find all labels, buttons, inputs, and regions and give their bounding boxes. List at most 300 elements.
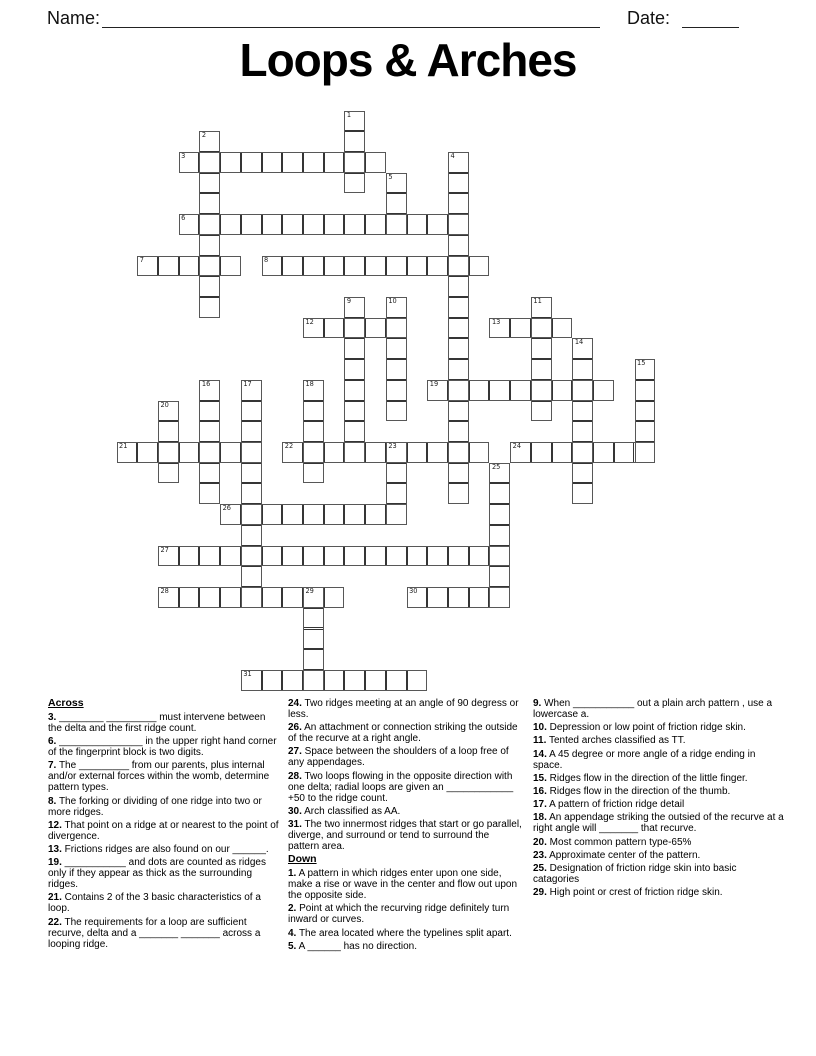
grid-cell[interactable]	[303, 670, 324, 691]
grid-cell[interactable]	[324, 214, 345, 235]
cell-number: 10	[388, 296, 397, 305]
grid-cell[interactable]	[303, 649, 324, 670]
grid-cell[interactable]	[386, 193, 407, 214]
clue-number: 16.	[533, 785, 547, 797]
grid-cell[interactable]	[635, 401, 656, 422]
grid-cell[interactable]	[179, 152, 200, 173]
grid-cell[interactable]	[199, 546, 220, 567]
clue-item	[533, 837, 785, 848]
cell-number: 9	[346, 296, 352, 305]
grid-cell[interactable]	[199, 297, 220, 318]
grid-cell[interactable]	[469, 442, 490, 463]
clue-number: 22.	[48, 916, 62, 928]
grid-cell[interactable]	[303, 318, 324, 339]
grid-cell[interactable]	[386, 546, 407, 567]
cell-number: 13	[491, 317, 501, 326]
grid-cell[interactable]	[220, 152, 241, 173]
grid-cell[interactable]	[241, 504, 262, 525]
clue-text: Two loops flowing in the opposite direction with one delta; radial loops are given an ____________ +50 to the ridge count.	[288, 770, 514, 804]
grid-cell[interactable]	[489, 566, 510, 587]
clue-number: 5.	[288, 940, 297, 952]
grid-cell[interactable]	[531, 338, 552, 359]
grid-cell[interactable]	[386, 483, 407, 504]
grid-cell[interactable]	[386, 463, 407, 484]
clue-number: 31.	[288, 818, 302, 830]
clue-text: ________ _________ must intervene between the delta and the first ridge count.	[48, 712, 266, 734]
grid-cell[interactable]	[262, 504, 283, 525]
clue-number: 27.	[288, 746, 302, 758]
cell-number: 1	[346, 110, 352, 119]
clue-item	[288, 771, 522, 804]
puzzle-title: Loops & Arches	[239, 34, 577, 86]
grid-cell[interactable]	[220, 546, 241, 567]
clue-text: Contains 2 of the 3 basic characteristics of a loop.	[48, 892, 261, 915]
clue-number: 14.	[533, 748, 547, 760]
clue-number: 10.	[533, 722, 547, 734]
grid-cell[interactable]	[282, 152, 303, 173]
grid-cell[interactable]	[448, 463, 469, 484]
grid-cell[interactable]	[344, 111, 365, 132]
grid-cell[interactable]	[179, 587, 200, 608]
grid-cell[interactable]	[324, 152, 345, 173]
grid-cell[interactable]	[303, 608, 324, 629]
grid-cell[interactable]	[220, 504, 241, 525]
cell-number: 29	[305, 587, 314, 596]
clue-text: Depression or low point of friction ridge skin.	[546, 722, 746, 734]
grid-cell[interactable]	[448, 318, 469, 339]
grid-cell[interactable]	[282, 214, 303, 235]
grid-cell[interactable]	[489, 380, 510, 401]
grid-cell[interactable]	[262, 670, 283, 691]
grid-cell[interactable]	[241, 587, 262, 608]
clue-text: The two innermost ridges that start or go parallel, diverge, and surround or tend to surround the pattern area.	[288, 818, 522, 852]
clue-number: 6.	[48, 736, 57, 748]
clue-item	[48, 820, 280, 842]
grid-cell[interactable]	[241, 566, 262, 587]
clue-text: Frictions ridges are also found on our ______.	[61, 843, 269, 855]
grid-cell[interactable]	[365, 504, 386, 525]
grid-cell[interactable]	[241, 546, 262, 567]
grid-cell[interactable]	[614, 442, 635, 463]
clue-item	[48, 857, 280, 890]
grid-cell[interactable]	[510, 442, 531, 463]
down-header: Down	[288, 853, 317, 866]
grid-cell[interactable]	[262, 256, 283, 277]
cell-number: 2	[201, 131, 207, 140]
grid-cell[interactable]	[199, 235, 220, 256]
clue-text: ___________ and dots are counted as ridges only if they appear as thick as the surrounding ridges.	[48, 857, 266, 891]
grid-cell[interactable]	[448, 338, 469, 359]
grid-cell[interactable]	[158, 463, 179, 484]
clue-item	[533, 812, 785, 834]
grid-cell[interactable]	[448, 214, 469, 235]
grid-cell[interactable]	[489, 504, 510, 525]
grid-cell[interactable]	[427, 587, 448, 608]
clue-text: Most common pattern type-65%	[546, 836, 692, 848]
grid-cell[interactable]	[303, 380, 324, 401]
grid-cell[interactable]	[427, 380, 448, 401]
date-label: Date:	[627, 8, 671, 28]
clue-number: 24.	[288, 698, 302, 709]
grid-cell[interactable]	[179, 442, 200, 463]
grid-cell[interactable]	[241, 483, 262, 504]
grid-cell[interactable]	[199, 193, 220, 214]
clue-item	[48, 796, 280, 818]
clue-number: 21.	[48, 892, 62, 904]
cell-number: 26	[222, 504, 231, 513]
grid-cell[interactable]	[407, 670, 428, 691]
grid-cell[interactable]	[220, 587, 241, 608]
grid-cell[interactable]	[386, 214, 407, 235]
grid-cell[interactable]	[344, 359, 365, 380]
cell-number: 30	[409, 587, 418, 596]
grid-cell[interactable]	[469, 546, 490, 567]
grid-cell[interactable]	[386, 359, 407, 380]
grid-cell[interactable]	[344, 442, 365, 463]
grid-cell[interactable]	[344, 401, 365, 422]
grid-cell[interactable]	[531, 318, 552, 339]
grid-cell[interactable]	[303, 214, 324, 235]
clue-item	[288, 722, 522, 744]
grid-cell[interactable]	[220, 214, 241, 235]
grid-cell[interactable]	[199, 587, 220, 608]
grid-cell[interactable]	[469, 380, 490, 401]
grid-cell[interactable]	[344, 173, 365, 194]
grid-cell[interactable]	[262, 214, 283, 235]
grid-cell[interactable]	[199, 152, 220, 173]
grid-cell[interactable]	[572, 483, 593, 504]
grid-cell[interactable]	[199, 463, 220, 484]
clue-item	[288, 941, 522, 952]
clue-item	[288, 819, 522, 852]
clue-text: Tented arches classified as TT.	[546, 735, 686, 747]
grid-cell[interactable]	[282, 256, 303, 277]
grid-cell[interactable]	[303, 587, 324, 608]
clue-item	[288, 806, 522, 817]
grid-cell[interactable]	[448, 421, 469, 442]
grid-cell[interactable]	[448, 380, 469, 401]
grid-cell[interactable]	[282, 442, 303, 463]
grid-cell[interactable]	[448, 152, 469, 173]
grid-cell[interactable]	[241, 152, 262, 173]
clue-item	[533, 698, 785, 720]
clue-number: 30.	[288, 805, 302, 817]
grid-cell[interactable]	[241, 463, 262, 484]
grid-cell[interactable]	[282, 670, 303, 691]
grid-cell[interactable]	[158, 546, 179, 567]
grid-cell[interactable]	[262, 152, 283, 173]
grid-cell[interactable]	[531, 401, 552, 422]
grid-cell[interactable]	[448, 276, 469, 297]
grid-cell[interactable]	[469, 256, 490, 277]
grid-cell[interactable]	[344, 504, 365, 525]
grid-cell[interactable]	[448, 173, 469, 194]
grid-cell[interactable]	[344, 670, 365, 691]
clue-text: A pattern in which ridges enter upon one side, make a rise or wave in the center and flow out upon the opposite side.	[288, 868, 518, 902]
grid-cell[interactable]	[365, 546, 386, 567]
grid-cell[interactable]	[448, 193, 469, 214]
grid-cell[interactable]	[448, 546, 469, 567]
grid-cell[interactable]	[386, 504, 407, 525]
grid-cell[interactable]	[365, 670, 386, 691]
across-header: Across	[48, 697, 84, 709]
grid-cell[interactable]	[344, 338, 365, 359]
clue-number: 12.	[48, 819, 62, 831]
grid-cell[interactable]	[220, 442, 241, 463]
grid-cell[interactable]	[199, 214, 220, 235]
clue-item	[533, 735, 785, 746]
grid-cell[interactable]	[427, 546, 448, 567]
grid-cell[interactable]	[117, 442, 138, 463]
clue-column-right	[533, 698, 785, 900]
grid-cell[interactable]	[407, 546, 428, 567]
grid-cell[interactable]	[344, 256, 365, 277]
grid-cell[interactable]	[199, 131, 220, 152]
grid-cell[interactable]	[489, 483, 510, 504]
across-clues-list-continued	[288, 698, 522, 852]
cell-number: 23	[388, 442, 397, 451]
grid-cell[interactable]	[448, 256, 469, 277]
clue-number: 9.	[533, 698, 542, 709]
grid-cell[interactable]	[158, 401, 179, 422]
grid-cell[interactable]	[199, 442, 220, 463]
grid-cell[interactable]	[448, 235, 469, 256]
grid-cell[interactable]	[344, 318, 365, 339]
grid-cell[interactable]	[344, 214, 365, 235]
clue-text: The _________ from our parents, plus internal and/or external forces within the womb, determine pattern types.	[48, 760, 270, 794]
grid-cell[interactable]	[365, 214, 386, 235]
grid-cell[interactable]	[241, 401, 262, 422]
grid-cell[interactable]	[635, 359, 656, 380]
cell-number: 21	[119, 442, 128, 451]
grid-cell[interactable]	[448, 442, 469, 463]
grid-cell[interactable]	[158, 421, 179, 442]
grid-cell[interactable]	[469, 587, 490, 608]
grid-cell[interactable]	[344, 297, 365, 318]
clue-text: That point on a ridge at or nearest to the point of divergence.	[48, 819, 279, 842]
grid-cell[interactable]	[344, 152, 365, 173]
grid-cell[interactable]	[386, 297, 407, 318]
grid-cell[interactable]	[220, 256, 241, 277]
cell-number: 20	[160, 400, 169, 409]
grid-cell[interactable]	[635, 380, 656, 401]
grid-cell[interactable]	[344, 421, 365, 442]
clue-item	[533, 850, 785, 861]
grid-cell[interactable]	[407, 587, 428, 608]
clue-item	[48, 892, 280, 914]
grid-cell[interactable]	[531, 442, 552, 463]
grid-cell[interactable]	[386, 338, 407, 359]
grid-cell[interactable]	[137, 256, 158, 277]
grid-cell[interactable]	[158, 442, 179, 463]
grid-cell[interactable]	[344, 131, 365, 152]
clue-text: Ridges flow in the direction of the thumb.	[546, 785, 731, 797]
clue-number: 28.	[288, 770, 302, 782]
grid-cell[interactable]	[365, 152, 386, 173]
grid-cell[interactable]	[572, 421, 593, 442]
clue-number: 19.	[48, 857, 62, 869]
grid-cell[interactable]	[635, 421, 656, 442]
grid-cell[interactable]	[241, 214, 262, 235]
grid-cell[interactable]	[303, 442, 324, 463]
grid-cell[interactable]	[448, 483, 469, 504]
grid-cell[interactable]	[386, 401, 407, 422]
grid-cell[interactable]	[572, 463, 593, 484]
clue-item	[533, 749, 785, 771]
grid-cell[interactable]	[510, 318, 531, 339]
grid-cell[interactable]	[489, 463, 510, 484]
clue-text: Space between the shoulders of a loop free of any appendages.	[288, 746, 509, 769]
grid-cell[interactable]	[448, 297, 469, 318]
grid-cell[interactable]	[282, 546, 303, 567]
grid-cell[interactable]	[365, 442, 386, 463]
clue-number: 7.	[48, 760, 57, 772]
clue-item	[533, 799, 785, 810]
grid-cell[interactable]	[531, 359, 552, 380]
grid-cell[interactable]	[199, 421, 220, 442]
clue-item	[288, 698, 522, 720]
grid-cell[interactable]	[324, 504, 345, 525]
grid-cell[interactable]	[572, 380, 593, 401]
grid-cell[interactable]	[282, 504, 303, 525]
grid-cell[interactable]	[241, 670, 262, 691]
grid-cell[interactable]	[593, 442, 614, 463]
clue-number: 15.	[533, 772, 547, 784]
cell-number: 3	[181, 151, 186, 160]
clue-number: 3.	[48, 712, 57, 723]
grid-cell[interactable]	[386, 318, 407, 339]
cell-number: 15	[637, 359, 646, 368]
clue-item	[48, 844, 280, 855]
clue-item	[288, 746, 522, 768]
grid-cell[interactable]	[241, 442, 262, 463]
cell-number: 24	[512, 442, 522, 451]
grid-cell[interactable]	[572, 359, 593, 380]
clue-text: _______________ in the upper right hand corner of the fingerprint block is two digits.	[48, 736, 277, 759]
grid-cell[interactable]	[572, 442, 593, 463]
clue-item	[533, 786, 785, 797]
grid-cell[interactable]	[344, 380, 365, 401]
grid-cell[interactable]	[635, 442, 656, 463]
grid-cell[interactable]	[179, 546, 200, 567]
grid-cell[interactable]	[489, 587, 510, 608]
grid-cell[interactable]	[241, 380, 262, 401]
grid-cell[interactable]	[572, 338, 593, 359]
grid-cell[interactable]	[448, 587, 469, 608]
grid-cell[interactable]	[137, 442, 158, 463]
grid-cell[interactable]	[427, 256, 448, 277]
grid-cell[interactable]	[489, 318, 510, 339]
clue-text: Two ridges meeting at an angle of 90 degress or less.	[288, 698, 519, 720]
grid-cell[interactable]	[158, 256, 179, 277]
grid-cell[interactable]	[199, 276, 220, 297]
grid-cell[interactable]	[324, 318, 345, 339]
across-clues-list	[48, 712, 280, 950]
grid-cell[interactable]	[386, 670, 407, 691]
clue-number: 17.	[533, 799, 547, 811]
grid-cell[interactable]	[303, 463, 324, 484]
grid-cell[interactable]	[386, 380, 407, 401]
grid-cell[interactable]	[344, 546, 365, 567]
grid-cell[interactable]	[282, 587, 303, 608]
grid-cell[interactable]	[407, 256, 428, 277]
grid-cell[interactable]	[158, 587, 179, 608]
grid-cell[interactable]	[199, 173, 220, 194]
grid-cell[interactable]	[241, 421, 262, 442]
grid-cell[interactable]	[303, 629, 324, 650]
cell-number: 19	[429, 379, 439, 388]
grid-cell[interactable]	[407, 214, 428, 235]
clue-text: An attachment or connection striking the outside of the recurve at a right angle.	[288, 722, 518, 745]
cell-number: 7	[139, 255, 144, 264]
grid-cell[interactable]	[510, 380, 531, 401]
clue-number: 25.	[533, 862, 547, 874]
grid-cell[interactable]	[552, 442, 573, 463]
clue-item	[48, 712, 280, 734]
grid-cell[interactable]	[386, 173, 407, 194]
cell-number: 8	[264, 255, 269, 264]
grid-cell[interactable]	[303, 421, 324, 442]
grid-cell[interactable]	[427, 214, 448, 235]
grid-cell[interactable]	[365, 256, 386, 277]
name-label: Name:	[47, 8, 101, 28]
clue-item	[288, 928, 522, 939]
grid-cell[interactable]	[386, 256, 407, 277]
grid-cell[interactable]	[489, 525, 510, 546]
clue-text: Arch classified as AA.	[301, 805, 401, 817]
grid-cell[interactable]	[179, 256, 200, 277]
clue-item	[533, 887, 785, 898]
grid-cell[interactable]	[303, 152, 324, 173]
grid-cell[interactable]	[199, 483, 220, 504]
grid-cell[interactable]	[199, 256, 220, 277]
grid-cell[interactable]	[303, 401, 324, 422]
grid-cell[interactable]	[324, 670, 345, 691]
grid-cell[interactable]	[489, 546, 510, 567]
grid-cell[interactable]	[324, 546, 345, 567]
grid-cell[interactable]	[241, 525, 262, 546]
grid-cell[interactable]	[303, 256, 324, 277]
grid-cell[interactable]	[199, 380, 220, 401]
grid-cell[interactable]	[365, 318, 386, 339]
grid-cell[interactable]	[324, 587, 345, 608]
grid-cell[interactable]	[199, 401, 220, 422]
grid-cell[interactable]	[262, 587, 283, 608]
grid-cell[interactable]	[324, 442, 345, 463]
cell-number: 14	[574, 338, 584, 347]
grid-cell[interactable]	[386, 442, 407, 463]
grid-cell[interactable]	[262, 546, 283, 567]
grid-cell[interactable]	[448, 401, 469, 422]
down-clues-list-continued	[533, 698, 785, 898]
grid-cell[interactable]	[179, 214, 200, 235]
grid-cell[interactable]	[303, 504, 324, 525]
grid-cell[interactable]	[572, 401, 593, 422]
cell-number: 17	[243, 379, 252, 388]
grid-cell[interactable]	[427, 442, 448, 463]
clue-number: 29.	[533, 887, 547, 899]
grid-cell[interactable]	[593, 380, 614, 401]
grid-cell[interactable]	[324, 256, 345, 277]
grid-cell[interactable]	[303, 546, 324, 567]
clue-number: 13.	[48, 843, 62, 855]
grid-cell[interactable]	[552, 380, 573, 401]
grid-cell[interactable]	[531, 380, 552, 401]
grid-cell[interactable]	[448, 359, 469, 380]
grid-cell[interactable]	[552, 318, 573, 339]
grid-cell[interactable]	[407, 442, 428, 463]
grid-cell[interactable]	[531, 297, 552, 318]
